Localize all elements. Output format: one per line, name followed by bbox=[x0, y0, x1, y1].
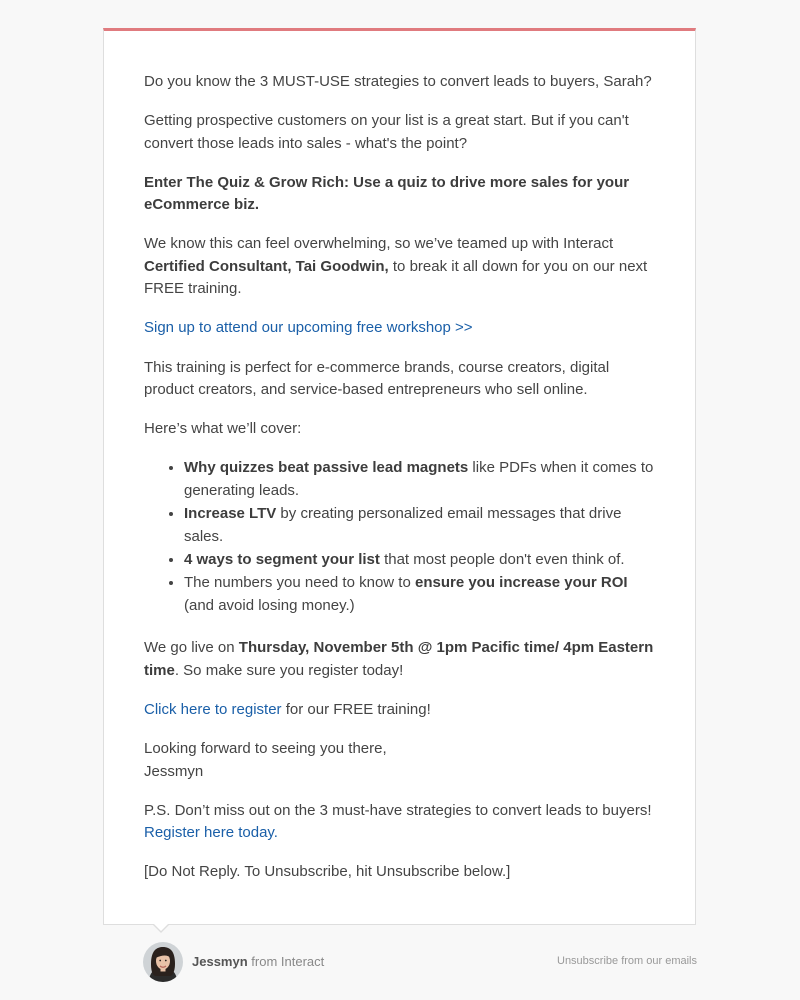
audience-paragraph: This training is perfect for e-commerce brands, course creators, digital product creators, and service-based entrepreneurs who sell online. bbox=[144, 358, 610, 399]
intro-text: Do you know the 3 MUST-USE strategies to convert leads to buyers, Sarah? bbox=[144, 73, 652, 90]
person-avatar-icon bbox=[143, 942, 183, 982]
consultant-paragraph bbox=[144, 233, 659, 300]
ps-paragraph bbox=[144, 800, 659, 845]
ps-text: P.S. Don’t miss out on the 3 must-have strategies to convert leads to buyers! bbox=[144, 801, 652, 819]
register-link[interactable]: Click here to register bbox=[144, 700, 282, 718]
cover-list bbox=[144, 457, 659, 617]
unsubscribe-link[interactable]: Unsubscribe from our emails bbox=[557, 955, 697, 967]
disclaimer: [Do Not Reply. To Unsubscribe, hit Unsubscribe below.] bbox=[144, 863, 511, 881]
headline bbox=[144, 172, 659, 217]
prospects-paragraph: Getting prospective customers on your list is a great start. But if you can't convert those leads into sales - what's the point? bbox=[144, 112, 629, 152]
bullet-pre: The numbers you need to know to bbox=[184, 574, 415, 592]
live-datetime: Thursday, November 5th @ 1pm Pacific time/ 4pm Eastern time bbox=[144, 639, 654, 679]
signoff bbox=[144, 738, 659, 783]
bullet-post: by creating personalized email messages that drive sales. bbox=[184, 505, 622, 545]
sender-from: from Interact bbox=[247, 954, 325, 969]
email-footer bbox=[143, 942, 697, 984]
register-post: for our FREE training! bbox=[281, 700, 431, 718]
consultant-name: Certified Consultant, Tai Goodwin, bbox=[144, 257, 389, 275]
consultant-post: to break it all down for you on our next FREE training. bbox=[144, 257, 648, 298]
signoff-line: Looking forward to seeing you there, bbox=[144, 740, 387, 758]
bullet-post: (and avoid losing money.) bbox=[184, 596, 355, 614]
list-item bbox=[184, 572, 659, 617]
headline-text: Enter The Quiz & Grow Rich: Use a quiz to drive more sales for your eCommerce biz. bbox=[144, 173, 630, 214]
live-paragraph bbox=[144, 637, 659, 682]
register-today-link[interactable]: Register here today. bbox=[144, 824, 278, 842]
signup-paragraph bbox=[144, 317, 659, 339]
consultant-pre: We know this can feel overwhelming, so we’ve teamed up with Interact bbox=[144, 235, 614, 253]
bullet-bold: Why quizzes beat passive lead magnets bbox=[184, 459, 469, 477]
speech-pointer-inner bbox=[153, 923, 169, 931]
sender-line bbox=[192, 954, 324, 969]
live-pre: We go live on bbox=[144, 639, 239, 657]
signoff-name: Jessmyn bbox=[144, 762, 204, 780]
cover-intro: Here’s what we’ll cover: bbox=[144, 420, 302, 438]
live-post: . So make sure you register today! bbox=[174, 661, 404, 679]
bullet-bold: 4 ways to segment your list bbox=[184, 551, 380, 569]
bullet-post: that most people don't even think of. bbox=[379, 551, 625, 569]
signup-link[interactable]: Sign up to attend our upcoming free workshop >> bbox=[144, 319, 473, 337]
list-item bbox=[184, 549, 659, 571]
bullet-post: like PDFs when it comes to generating leads. bbox=[184, 459, 654, 499]
bullet-bold: ensure you increase your ROI bbox=[414, 574, 628, 592]
bullet-bold: Increase LTV bbox=[184, 505, 277, 523]
sender-name: Jessmyn bbox=[192, 954, 248, 969]
email-body bbox=[144, 71, 659, 901]
list-item bbox=[184, 457, 659, 502]
register-paragraph bbox=[144, 699, 659, 721]
list-item bbox=[184, 503, 659, 548]
email-card bbox=[103, 28, 696, 925]
